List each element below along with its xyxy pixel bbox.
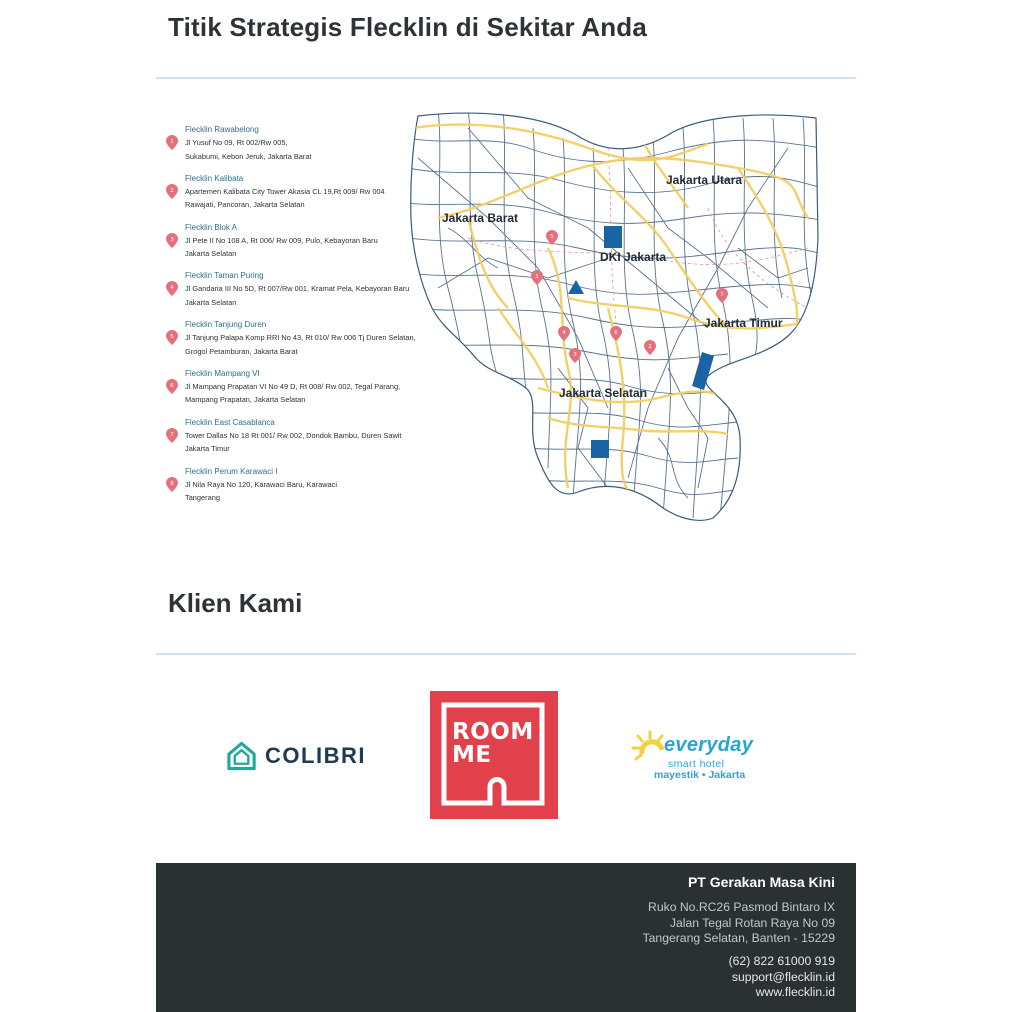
map-pin-icon bbox=[166, 330, 178, 345]
svg-text:3: 3 bbox=[573, 352, 577, 358]
house-icon bbox=[226, 740, 257, 772]
location-address-line2: Jakarta Selatan bbox=[185, 297, 237, 307]
location-address-line1: Jl Gandaria III No 5D, Rt 007/Rw 001, Kramat Pela, Kebayoran Baru bbox=[185, 284, 410, 294]
colibri-logo bbox=[226, 738, 366, 774]
location-address-line1: Jl Tanjung Palapa Komp RRI No 43, Rt 010/ Rw 006 Tj Duren Selatan, bbox=[185, 333, 416, 343]
clients-divider bbox=[156, 653, 856, 655]
svg-text:1: 1 bbox=[170, 139, 174, 145]
location-list bbox=[166, 124, 416, 514]
footer-phone: (62) 822 61000 919 bbox=[728, 954, 835, 968]
title-divider bbox=[156, 77, 856, 79]
svg-text:2: 2 bbox=[170, 187, 174, 194]
list-item bbox=[166, 466, 416, 515]
map-pin-icon bbox=[166, 281, 178, 296]
svg-text:6: 6 bbox=[170, 382, 174, 389]
footer-address-line2: Jalan Tegal Rotan Raya No 09 bbox=[669, 915, 835, 930]
svg-text:2: 2 bbox=[648, 344, 652, 350]
location-name: Flecklin Taman Puring bbox=[185, 271, 264, 281]
location-address-line2: Rawajati, Pancoran, Jakarta Selatan bbox=[185, 200, 305, 210]
map-pin-icon bbox=[166, 233, 178, 248]
footer-address-line1: Ruko No.RC26 Pasmod Bintaro IX bbox=[648, 900, 835, 914]
svg-text:7: 7 bbox=[720, 292, 724, 298]
section-title-clients: Klien Kami bbox=[168, 588, 303, 618]
roomme-logo bbox=[430, 691, 558, 819]
page-title: Titik Strategis Flecklin di Sekitar Anda bbox=[168, 12, 648, 42]
svg-text:7: 7 bbox=[170, 431, 174, 438]
footer bbox=[156, 863, 856, 1012]
everyday-wordmark: everyday bbox=[664, 734, 754, 756]
location-address-line1: Jl Yusuf No 09, Rt 002/Rw 005, bbox=[185, 138, 288, 147]
colibri-wordmark: COLIBRI bbox=[265, 743, 366, 768]
footer-address-line3: Tangerang Selatan, Banten - 15229 bbox=[642, 931, 835, 945]
location-name: Flecklin Tanjung Duren bbox=[185, 320, 267, 330]
svg-text:6: 6 bbox=[614, 330, 618, 336]
footer-company: PT Gerakan Masa Kini bbox=[687, 874, 835, 890]
map-pin-icon bbox=[166, 184, 178, 199]
label-jakarta-timur: Jakarta Timur bbox=[704, 316, 783, 330]
svg-text:8: 8 bbox=[170, 480, 174, 487]
list-item bbox=[166, 124, 416, 173]
location-address-line2: Sukabumi, Kebon Jeruk, Jakarta Barat bbox=[185, 151, 312, 161]
footer-email[interactable]: support@flecklin.id bbox=[731, 969, 835, 984]
location-address-line2: Jakarta Timur bbox=[185, 444, 230, 454]
label-dki-jakarta: DKI Jakarta bbox=[600, 250, 667, 264]
list-item bbox=[166, 270, 416, 319]
label-jakarta-utara: Jakarta Utara bbox=[666, 173, 743, 187]
roomme-wordmark: ROOM ME bbox=[452, 719, 534, 768]
svg-text:4: 4 bbox=[562, 330, 566, 336]
location-address-line1: Jl Pete II No 108 A, Rt 006/ Rw 009, Pulo, Kebayoran Baru bbox=[185, 235, 378, 245]
location-address-line2: Jakarta Selatan bbox=[185, 249, 237, 259]
list-item bbox=[166, 417, 416, 466]
svg-text:5: 5 bbox=[550, 234, 554, 240]
list-item bbox=[166, 319, 416, 368]
landmark-south bbox=[591, 440, 609, 458]
everyday-location: mayestik • Jakarta bbox=[654, 769, 746, 781]
list-item bbox=[166, 173, 416, 222]
location-name: Flecklin Rawabelong bbox=[185, 125, 259, 134]
map-pin-icon bbox=[166, 379, 178, 394]
footer-website[interactable]: www.flecklin.id bbox=[755, 985, 835, 999]
map-pin-icon bbox=[166, 477, 178, 492]
location-name: Flecklin Kalibata bbox=[185, 173, 244, 183]
location-name: Flecklin Mampang VI bbox=[185, 368, 260, 378]
location-address-line1: Tower Dallas No 18 Rt 001/ Rw 002, Dondok Bambu, Duren Sawit bbox=[185, 430, 402, 440]
list-item bbox=[166, 368, 416, 417]
label-jakarta-barat: Jakarta Barat bbox=[442, 211, 519, 225]
everyday-subtitle: smart hotel bbox=[668, 758, 725, 770]
svg-text:1: 1 bbox=[535, 274, 539, 280]
list-item bbox=[166, 222, 416, 271]
location-address-line2: Grogol Petamburan, Jakarta Barat bbox=[185, 346, 298, 356]
location-address-line1: Jl Nila Raya No 120, Karawaci Baru, Karawaci bbox=[185, 479, 337, 489]
map-pin-icon bbox=[166, 135, 178, 150]
landmark-monas bbox=[604, 226, 622, 248]
svg-text:3: 3 bbox=[170, 236, 174, 243]
location-address-line1: Apartemen Kalibata City Tower Akasia CL 19,Rt 009/ Rw 004 bbox=[185, 186, 385, 196]
footer-address bbox=[643, 900, 835, 947]
location-address-line2: Tangerang bbox=[185, 493, 220, 503]
location-name: Flecklin East Casablanca bbox=[185, 417, 275, 427]
location-name: Flecklin Perum Karawaci I bbox=[185, 466, 278, 476]
svg-text:5: 5 bbox=[170, 334, 174, 341]
label-jakarta-selatan: Jakarta Selatan bbox=[559, 386, 648, 400]
location-address-line1: Jl Mampang Prapatan VI No 49 D, Rt 008/ Rw 002, Tegal Parang, bbox=[185, 381, 401, 391]
map-pin-icon bbox=[166, 428, 178, 443]
everyday-logo bbox=[630, 728, 770, 784]
svg-text:4: 4 bbox=[170, 285, 174, 292]
location-address-line2: Mampang Prapatan, Jakarta Selatan bbox=[185, 395, 306, 405]
footer-contact bbox=[729, 954, 835, 1001]
jakarta-map bbox=[408, 108, 822, 524]
location-name: Flecklin Blok A bbox=[185, 222, 238, 232]
